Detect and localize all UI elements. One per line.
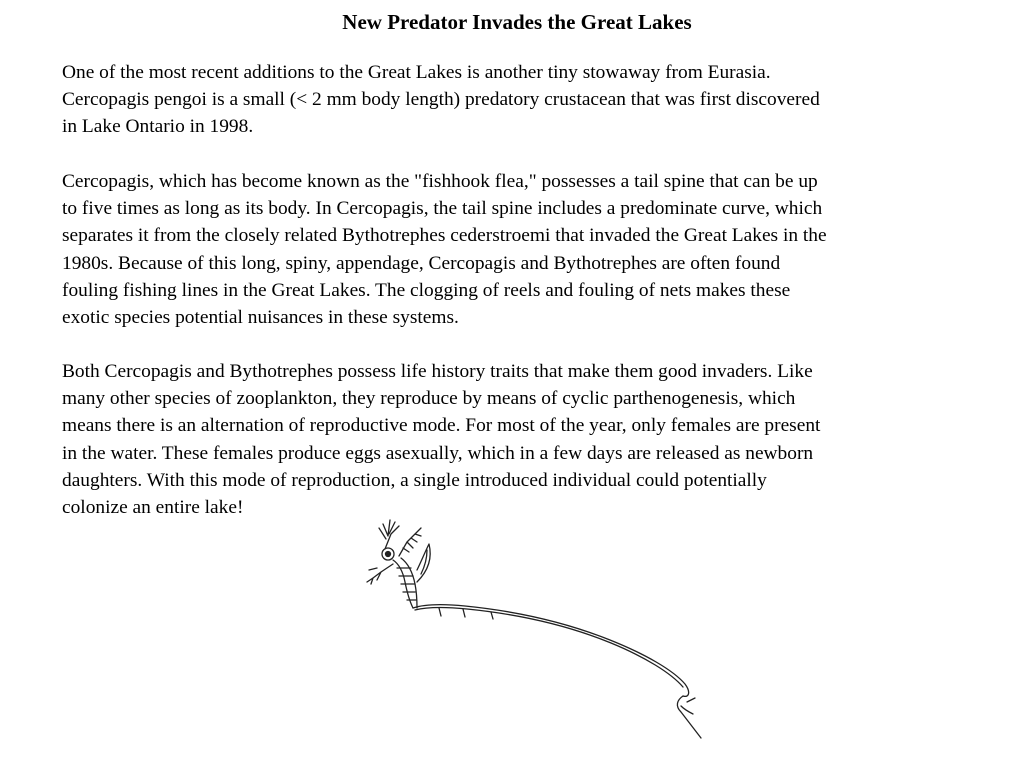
paragraph-life-history — [62, 358, 972, 521]
text-line: in the water. These females produce eggs asexually, which in a few days are released as newborn — [62, 442, 814, 464]
paragraph-intro — [62, 59, 972, 141]
brood-pouch — [417, 544, 430, 582]
page-title: New Predator Invades the Great Lakes — [342, 10, 692, 34]
swimming-arm — [399, 528, 421, 556]
leg-left — [367, 564, 393, 584]
text-line: separates it from the closely related Bythotrephes cederstroemi that invaded the Great Lakes in the — [62, 225, 827, 247]
text-line: many other species of zooplankton, they reproduce by means of cyclic parthenogenesis, which — [62, 388, 796, 410]
text-line: in Lake Ontario in 1998. — [62, 116, 254, 138]
paragraph-tail-spine — [62, 168, 972, 331]
text-line: Both Cercopagis and Bythotrephes possess life history traits that make them good invaders. Like — [62, 361, 813, 382]
antenna-left — [379, 520, 399, 549]
cercopagis-illustration — [355, 512, 710, 747]
tail-spine — [413, 605, 689, 697]
text-line: Cercopagis pengoi is a small (< 2 mm body length) predatory crustacean that was first discovered — [62, 89, 820, 111]
text-line: Cercopagis, which has become known as the "fishhook flea," possesses a tail spine that can be up — [62, 171, 818, 192]
text-line: to five times as long as its body. In Cercopagis, the tail spine includes a predominate curve, which — [62, 198, 823, 220]
text-line: colonize an entire lake! — [62, 497, 244, 519]
text-line: 1980s. Because of this long, spiny, appendage, Cercopagis and Bythotrephes are often found — [62, 252, 781, 274]
text-line: exotic species potential nuisances in these systems. — [62, 307, 459, 329]
text-line: One of the most recent additions to the Great Lakes is another tiny stowaway from Eurasia. — [62, 62, 771, 83]
text-line: daughters. With this mode of reproduction, a single introduced individual could potentially — [62, 469, 767, 491]
text-line: fouling fishing lines in the Great Lakes. The clogging of reels and fouling of nets makes these — [62, 279, 791, 301]
text-line: means there is an alternation of reproductive mode. For most of the year, only females are present — [62, 415, 821, 437]
fishhook-tip — [677, 696, 701, 738]
